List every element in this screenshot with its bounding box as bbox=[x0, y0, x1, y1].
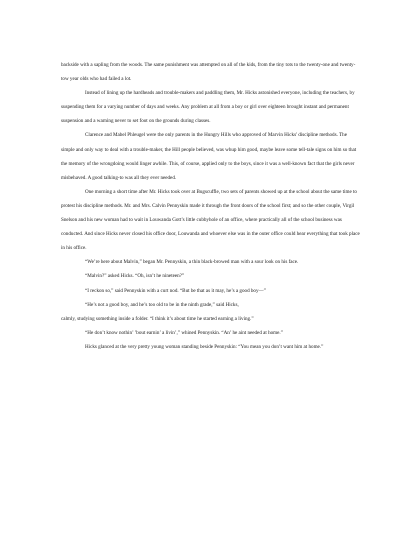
paragraph: “Malvin?” asked Hicks. “Oh, isn’t he nineteen?” bbox=[85, 273, 185, 280]
paragraph: “I reckon so,” said Pennyskin with a curt nod. “But be that as it may, he’s a good boy—” bbox=[85, 287, 266, 294]
manuscript-body bbox=[61, 58, 361, 354]
paragraph: “We’re here about Malvin,” began Mr. Pennyskin, a thin black-browed man with a sour look on his face. bbox=[85, 259, 299, 266]
paragraph: One morning a short time after Mr. Hicks took over at Bugscuffle, two sets of parents showed up at the school about the same time to protest his discipline methods. Mr. and Mrs. Calvin Pennyskin made it through the front doors of the school first; and so the other couple, Virgil Snelson and his new woman had to wait in Louwanda Gott’s little cubbyhole of an office, where practically all of the school business was conducted. And since Hicks never closed his office door, Louwanda and whoever else was in the outer office could hear everything that took place in his office. bbox=[61, 188, 360, 252]
paragraph: Clarence and Mabel Phleugel were the only parents in the Hungry Hills who approved of Marvin Hicks' discipline methods. The simple and only way to deal with a trouble-maker, the Hill people believed, was whup him good, maybe leave some tell-tale signs on him so that the memory of the wrongdoing would linger awhile. This, of course, applied only to the boys, since it was a well-known fact that the girls never misbehaved. A good talking-to was all they ever needed. bbox=[61, 132, 357, 181]
paragraph: “He don’t know nothin’ ’bout earnin’ a livin’,” whined Pennyskin. “An’ he aint needed at home.” bbox=[85, 329, 283, 336]
paragraph: calmly, studying something inside a folder. “I think it’s about time he started earning a living.” bbox=[61, 315, 254, 322]
paragraph: “He’s not a good boy, and he’s too old to be in the ninth grade,” said Hicks, bbox=[85, 301, 239, 308]
paragraph: backside with a sapling from the woods. The same punishment was attempted on all of the kids, from the tiny tots to the twenty-one and twenty-tow year olds who had failed a lot. bbox=[61, 62, 356, 83]
paragraph: Instead of lining up the hardheads and trouble-makers and paddling them, Mr. Hicks astonished everyone, including the teachers, by suspending them for a varying number of days and weeks. Any problem at all from a boy or girl over eighteen brought instant and permanent suspension and a warning never to set foot on the grounds during classes. bbox=[61, 90, 355, 125]
paragraph: Hicks glanced at the very pretty young woman standing beside Pennyskin: “You mean you don’t want him at home.” bbox=[85, 343, 324, 350]
